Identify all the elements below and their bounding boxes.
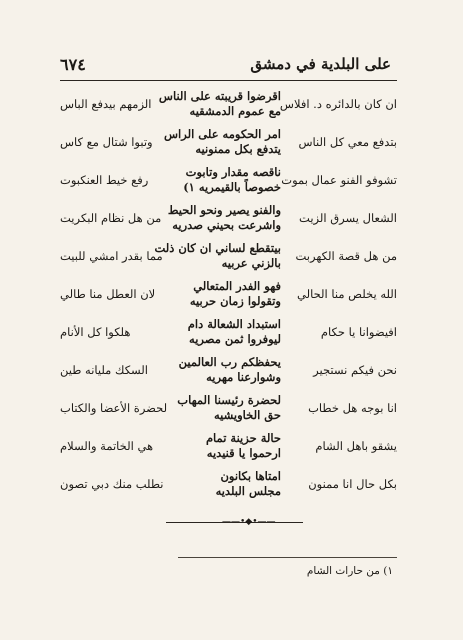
verse-first — [281, 160, 397, 200]
verse-line: ناقصه مقدار وتابوت — [185, 165, 281, 179]
footnote: ١) من حارات الشام — [306, 565, 393, 577]
verse-line: استبداد الشعالة دام — [187, 317, 281, 331]
verse-middle — [169, 350, 281, 390]
verse-row — [60, 312, 397, 352]
verse-line: يتدفع بكل ممنونيه — [195, 142, 281, 156]
page-header — [60, 52, 391, 76]
verse-line: السكك مليانه طين — [60, 362, 148, 377]
verse-middle — [169, 388, 281, 428]
verse-first — [281, 84, 397, 124]
verse-line: الزمهم بيدفع الباس — [60, 96, 152, 111]
verse-row — [60, 388, 397, 428]
verse-line: بتدفع معي كل الناس — [298, 134, 397, 149]
verse-row — [60, 464, 397, 504]
verse-last — [60, 84, 169, 124]
running-title: على البلدية في دمشق — [250, 55, 391, 73]
footnote-rule — [178, 557, 397, 558]
verse-line: وتقولوا زمان حربيه — [189, 294, 281, 308]
verse-line: مجلس البلديه — [215, 484, 281, 498]
verse-line: الله يخلص منا الحالي — [296, 286, 397, 301]
verse-line: نحن فيكم نستجير — [313, 362, 397, 377]
verse-middle — [169, 160, 281, 200]
verse-grid — [60, 84, 397, 502]
verse-line: امتاها بكانون — [220, 469, 281, 483]
verse-row — [60, 84, 397, 124]
verse-middle — [169, 274, 281, 314]
verse-line: يحفظكم رب العالمين — [178, 355, 281, 369]
verse-first — [281, 312, 397, 352]
verse-row — [60, 350, 397, 390]
verse-line: الشعال يسرق الزيت — [299, 210, 397, 225]
verse-row — [60, 426, 397, 466]
verse-last — [60, 312, 169, 352]
verse-last — [60, 388, 169, 428]
verse-line: خصوصاً بالقيمريه ١) — [183, 180, 281, 194]
header-rule — [60, 80, 397, 81]
verse-line: حق الخاويشيه — [214, 408, 281, 422]
verse-middle — [169, 464, 281, 504]
verse-line: والفنو يصير ونحو الحيط — [167, 203, 281, 217]
verse-line: لحضرة رئيسنا المهاب — [177, 393, 281, 407]
verse-line: مما بقدر امشي للبيت — [60, 248, 163, 263]
verse-middle — [169, 312, 281, 352]
verse-first — [281, 236, 397, 276]
verse-line: ان كان بالدائره د. افلاس — [279, 96, 397, 111]
verse-first — [281, 274, 397, 314]
verse-line: من هل نظام البكريت — [60, 210, 162, 225]
verse-row — [60, 198, 397, 238]
verse-line: رفع خيط العنكبوت — [60, 172, 149, 187]
page-number: ٦٧٤ — [60, 54, 86, 74]
verse-line: هي الخاتمة والسلام — [60, 438, 154, 453]
rule-ornament: ——•◆•—— — [222, 517, 276, 527]
verse-line: بالزني عربيه — [221, 256, 281, 270]
verse-line: انا بوجه هل خطاب — [308, 400, 397, 415]
verse-middle — [164, 122, 281, 162]
verse-line: بيتقطع لساني ان كان ذلت — [154, 241, 281, 255]
verse-line: من هل قصة الكهربت — [295, 248, 397, 263]
verse-row — [60, 122, 397, 162]
verse-last — [60, 236, 169, 276]
verse-line: تشوفو الفنو عمال بموت — [281, 172, 397, 187]
verse-line: ارحموا يا قنيديه — [206, 446, 281, 460]
verse-line: ليوفروا ثمن مصريه — [189, 332, 281, 346]
verse-first — [281, 464, 397, 504]
verse-line: افيضوانا يا حكام — [320, 324, 397, 339]
verse-line: واشرعت بحيني صدريه — [172, 218, 281, 232]
verse-last — [60, 426, 169, 466]
verse-line: حالة حزينة تمام — [205, 431, 281, 445]
verse-line: فهو الفدر المتعالي — [193, 279, 281, 293]
verse-middle — [154, 236, 281, 276]
verse-last — [60, 350, 169, 390]
verse-first — [281, 122, 397, 162]
verse-line: بكل حال انا ممنون — [308, 476, 397, 491]
verse-row — [60, 160, 397, 200]
verse-row — [60, 274, 397, 314]
verse-middle — [169, 426, 281, 466]
verse-first — [281, 350, 397, 390]
verse-line: لحضرة الأعضا والكتاب — [60, 400, 168, 415]
verse-last — [60, 274, 169, 314]
verse-line: وشوارعنا مهريه — [206, 370, 281, 384]
verse-middle — [158, 84, 281, 124]
verse-line: امر الحكومه على الراس — [164, 127, 281, 141]
verse-line: نطلب منك دبي تصون — [60, 476, 164, 491]
verse-first — [281, 388, 397, 428]
verse-last — [60, 122, 169, 162]
verse-line: هلكوا كل الأنام — [60, 324, 131, 339]
verse-first — [281, 426, 397, 466]
verse-first — [281, 198, 397, 238]
verse-last — [60, 464, 169, 504]
verse-line: لان العطل منا طالي — [60, 286, 156, 301]
verse-line: مع عموم الدمشقيه — [189, 104, 281, 118]
verse-last — [60, 198, 169, 238]
verse-line: وتبوا شتال مع كاس — [60, 134, 153, 149]
verse-last — [60, 160, 169, 200]
verse-middle — [169, 198, 281, 238]
verse-line: يشقو باهل الشام — [315, 438, 397, 453]
verse-line: اقرضوا قريبته على الناس — [158, 89, 281, 103]
verse-row — [60, 236, 397, 276]
